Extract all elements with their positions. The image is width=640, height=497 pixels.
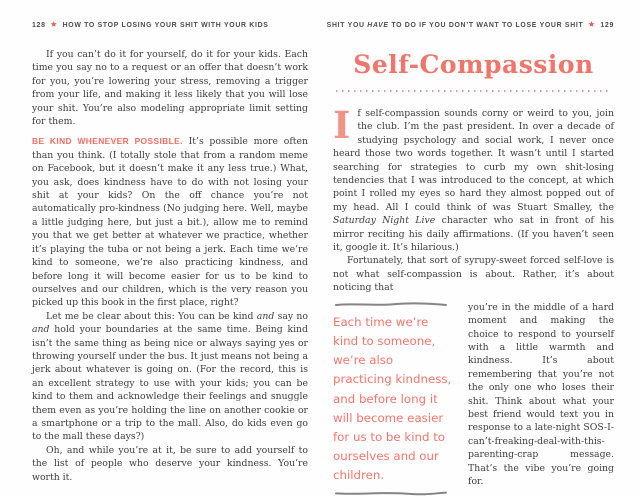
star-icon: ★ <box>50 21 58 29</box>
pull-quote-text: Each time we’re kind to someone, we’re also practicing kindness, and before long it will become easier for us to be kind to ourselves and our children. <box>333 314 452 483</box>
narrow-text-column <box>468 301 614 497</box>
left-page-body <box>32 48 308 484</box>
dotted-divider <box>336 90 611 92</box>
paragraph-be-kind-section: BE KIND WHENEVER POSSIBLE. It’s possible more often than you think. (I totally stole that from a random meme on Facebook, but it doesn’t make it any less true.) What, you ask, does kindness have to do with not losing your shit at your kids? On the off chance you’re not automatically pro-kindness (No judging here. Well, maybe a little judging here, but just a bit.), allow me to remind you that we get better at whatever we practice, whether it’s playing the tuba or not being a jerk. Each time we’re kind to someone, we’re also practicing kindness, and before long it will become easier for us to be kind to ourselves and our children, which is the very reason you picked up this book in the first place, right? <box>32 136 308 309</box>
right-running-head-text: SHIT YOU HAVE TO DO IF YOU DON’T WANT TO LOSE YOUR SHIT <box>326 22 584 29</box>
paragraph: If you can’t do it for yourself, do it for your kids. Each time you say no to a request or an offer that doesn’t work for you, you’re lowering your stress, removing a trigger from your life, and making it less likely that you will lose your shit. You’re also modeling appropriate limit setting for them. <box>32 49 308 128</box>
paragraph: Oh, and while you’re at it, be sure to add yourself to the list of people who deserve your kindness. You’re worth it. <box>32 444 308 483</box>
chapter-title: Self-Compassion <box>353 50 594 79</box>
paragraph-dropcap <box>333 103 614 254</box>
pullquote-top-rule-line <box>335 301 447 308</box>
star-icon: ★ <box>588 21 596 29</box>
right-page <box>326 21 614 497</box>
right-page-number: 129 <box>600 22 614 29</box>
pullquote-wrap-row <box>333 301 614 497</box>
right-running-head <box>326 21 614 29</box>
left-page-number: 128 <box>32 22 46 29</box>
paragraph: Fortunately, that sort of syrupy-sweet forced self-love is not what self-compassion is about. Rather, it’s about noticing that <box>333 255 614 294</box>
left-page <box>32 22 308 484</box>
left-running-head <box>32 22 308 29</box>
right-page-body <box>333 103 614 497</box>
paragraph: you’re in the middle of a hard moment and making the choice to respond to yourself with a little warmth and kindness. It’s about remembering that you’re not the only one who loses their shit. Think about what your best friend would text you in response to a late-night SOS-I-can’t-freaking-deal-with-this-parenting-crap message. That’s the vibe you’re going for. <box>468 301 614 487</box>
drop-cap-letter: I <box>333 103 351 147</box>
paragraph: Let me be clear about this: You can be kind and say no and hold your boundaries at the same time. Being kind isn’t the same thing as being nice or always saying yes or throwing yourself under the bus. It just means not being a jerk about whatever is going on. (For the record, this is an excellent strategy to use with your kids; you can be kind to them and acknowledge their feelings and snuggle them even as you’re holding the line on another cookie or a smartphone or a trip to the mall. Also, do kids even go to the mall these days?) <box>32 310 309 443</box>
paragraph-text: f self-compassion sounds corny or weird to you, join the club. I’m the past president. In over a decade of studying psychology and social work, I never once heard those two words together. It wasn’t until I started searching for strategies to curb my own shit-losing tendencies that I was introduced to the concept, at which point I rolled my eyes so hard they almost popped out of my head. All I could think of was Stuart Smalley, the Saturday Night Live character who sat in front of his mirror reciting his daily affirmations. (If you haven’t seen it, google it. It’s hilarious.) <box>333 108 614 254</box>
pull-quote <box>333 301 455 497</box>
pullquote-bottom-rule-line <box>335 490 447 497</box>
left-running-head-text: HOW TO STOP LOSING YOUR SHIT WITH YOUR KIDS <box>62 22 269 29</box>
